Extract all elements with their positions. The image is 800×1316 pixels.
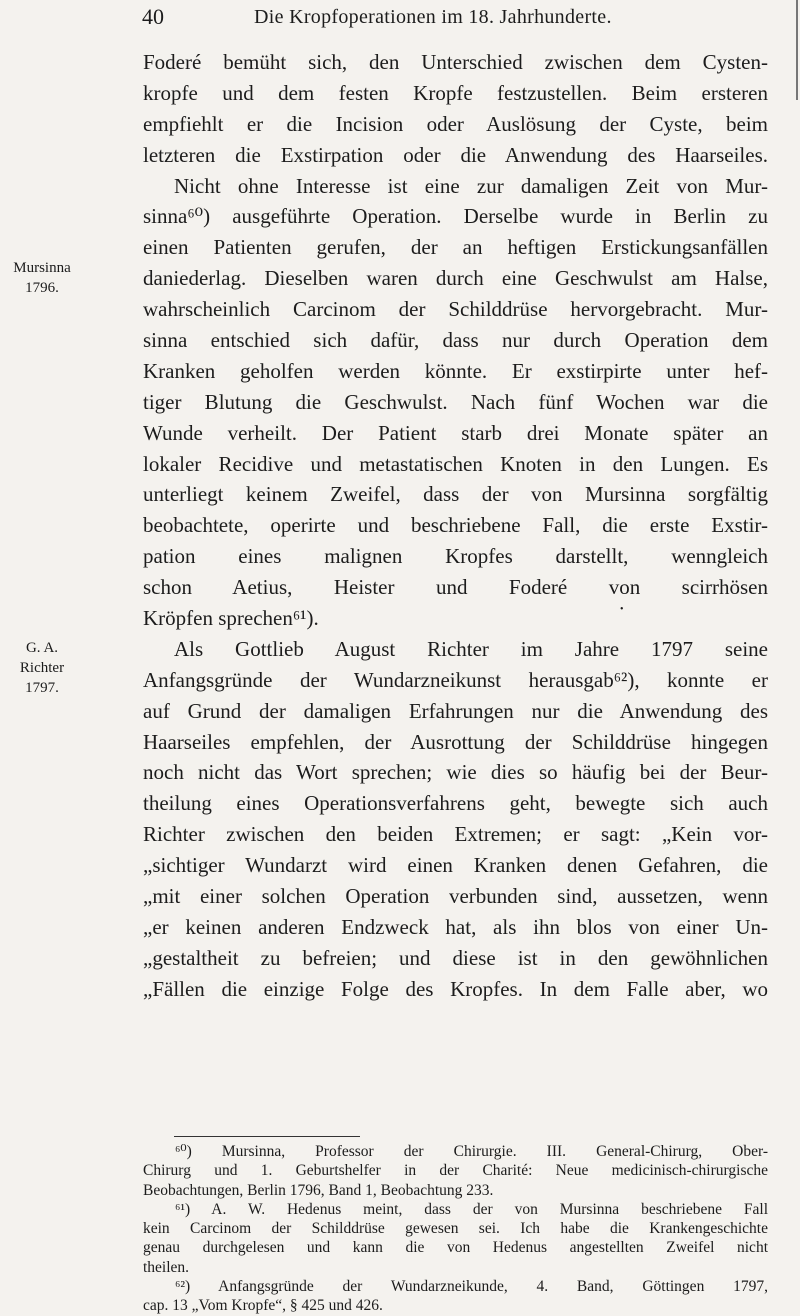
margin-note-year: 1796.	[25, 280, 59, 296]
footnote-line: kein Carcinom der Schilddrüse gewesen sei. Ich habe die Krankengeschichte	[143, 1220, 768, 1238]
main-text	[143, 47, 768, 1005]
body-line: tiger Blutung die Geschwulst. Nach fünf Wochen war die	[143, 389, 768, 414]
body-line: letzteren die Exstirpation oder die Anwendung des Haarseiles.	[143, 142, 768, 167]
footnote-line: Chirurg und 1. Geburtshelfer in der Charité: Neue medicinisch-chirurgische	[143, 1162, 768, 1180]
margin-note-mursinna	[4, 258, 80, 298]
body-line: Anfangsgründe der Wundarzneikunst herausgab⁶²), konnte er	[143, 667, 768, 692]
margin-note-year: 1797.	[25, 680, 59, 696]
body-line: sinna⁶⁰) ausgeführte Operation. Derselbe wurde in Berlin zu	[143, 204, 768, 229]
page-header	[142, 4, 742, 36]
body-line: „Fällen die einzige Folge des Kropfes. In dem Falle aber, wo	[143, 976, 768, 1001]
footnote-line: ⁶²) Anfangsgründe der Wundarzneikunde, 4. Band, Göttingen 1797,	[175, 1278, 768, 1296]
body-line: Kranken geholfen werden könnte. Er exstirpirte unter hef-	[143, 358, 768, 383]
margin-note-name: G. A. Richter	[19, 640, 65, 676]
body-line: Wunde verheilt. Der Patient starb drei Monate später an	[143, 420, 768, 445]
body-line: „gestaltheit zu befreien; und diese ist in den gewöhnlichen	[143, 945, 768, 970]
body-line: „sichtiger Wundarzt wird einen Kranken denen Gefahren, die	[143, 853, 768, 878]
footnote-rule	[174, 1136, 360, 1137]
body-line: daniederlag. Dieselben waren durch eine Geschwulst am Halse,	[143, 266, 768, 291]
body-line: einen Patienten gerufen, der an heftigen Erstickungsanfällen	[143, 235, 768, 260]
body-line: Als Gottlieb August Richter im Jahre 1797 seine	[174, 636, 768, 661]
margin-note-richter	[4, 638, 80, 698]
running-title: Die Kropfoperationen im 18. Jahrhunderte.	[254, 6, 612, 28]
body-line: theilung eines Operationsverfahrens geht, bewegte sich auch	[143, 791, 768, 816]
body-line: kropfe und dem festen Kropfe festzustellen. Beim ersteren	[143, 80, 768, 105]
footnote-line: Beobachtungen, Berlin 1796, Band 1, Beobachtung 233.	[143, 1181, 494, 1199]
body-line: lokaler Recidive und metastatischen Knoten in den Lungen. Es	[143, 451, 768, 476]
footnote-line: ⁶⁰) Mursinna, Professor der Chirurgie. III. General-Chirurg, Ober-	[175, 1143, 768, 1160]
body-line: wahrscheinlich Carcinom der Schilddrüse hervorgebracht. Mur-	[143, 297, 768, 322]
footnote-line: theilen.	[143, 1258, 190, 1276]
page-edge-shadow	[796, 0, 798, 100]
footnote-line: genau durchgelesen und kann die von Hedenus angestellten Zweifel nicht	[143, 1239, 768, 1257]
body-line: unterliegt keinem Zweifel, dass der von Mursinna sorgfältig	[143, 482, 768, 507]
body-line: Richter zwischen den beiden Extremen; er sagt: „Kein vor-	[143, 822, 768, 847]
body-line: empfiehlt er die Incision oder Auslösung der Cyste, beim	[143, 111, 768, 136]
body-line: Haarseiles empfehlen, der Ausrottung der Schilddrüse hingegen	[143, 729, 768, 754]
margin-note-name: Mursinna	[13, 260, 71, 276]
body-line: beobachtete, operirte und beschriebene Fall, die erste Exstir-	[143, 513, 768, 538]
body-line: Kröpfen sprechen⁶¹).	[143, 606, 319, 631]
page-number: 40	[142, 4, 164, 29]
body-line: Foderé bemüht sich, den Unterschied zwischen dem Cysten-	[143, 50, 768, 74]
body-line: „mit einer solchen Operation verbunden sind, aussetzen, wenn	[143, 884, 768, 909]
footnote-line: cap. 13 „Vom Kropfe“, § 425 und 426.	[143, 1297, 383, 1315]
body-line: „er keinen anderen Endzweck hat, als ihn blos von einer Un-	[143, 914, 768, 939]
body-line: sinna entschied sich dafür, dass nur durch Operation dem	[143, 328, 768, 353]
body-line: auf Grund der damaligen Erfahrungen nur die Anwendung des	[143, 698, 768, 723]
footnote-line: ⁶¹) A. W. Hedenus meint, dass der von Mursinna beschriebene Fall	[175, 1200, 768, 1218]
body-line: noch nicht das Wort sprechen; wie dies so häufig bei der Beur-	[143, 760, 768, 785]
print-speck: •	[620, 604, 624, 615]
body-line: pation eines malignen Kropfes darstellt, wenngleich	[143, 544, 768, 569]
body-line: schon Aetius, Heister und Foderé von scirrhösen	[143, 575, 768, 600]
footnotes	[143, 1142, 768, 1316]
body-line: Nicht ohne Interesse ist eine zur damaligen Zeit von Mur-	[174, 173, 768, 198]
